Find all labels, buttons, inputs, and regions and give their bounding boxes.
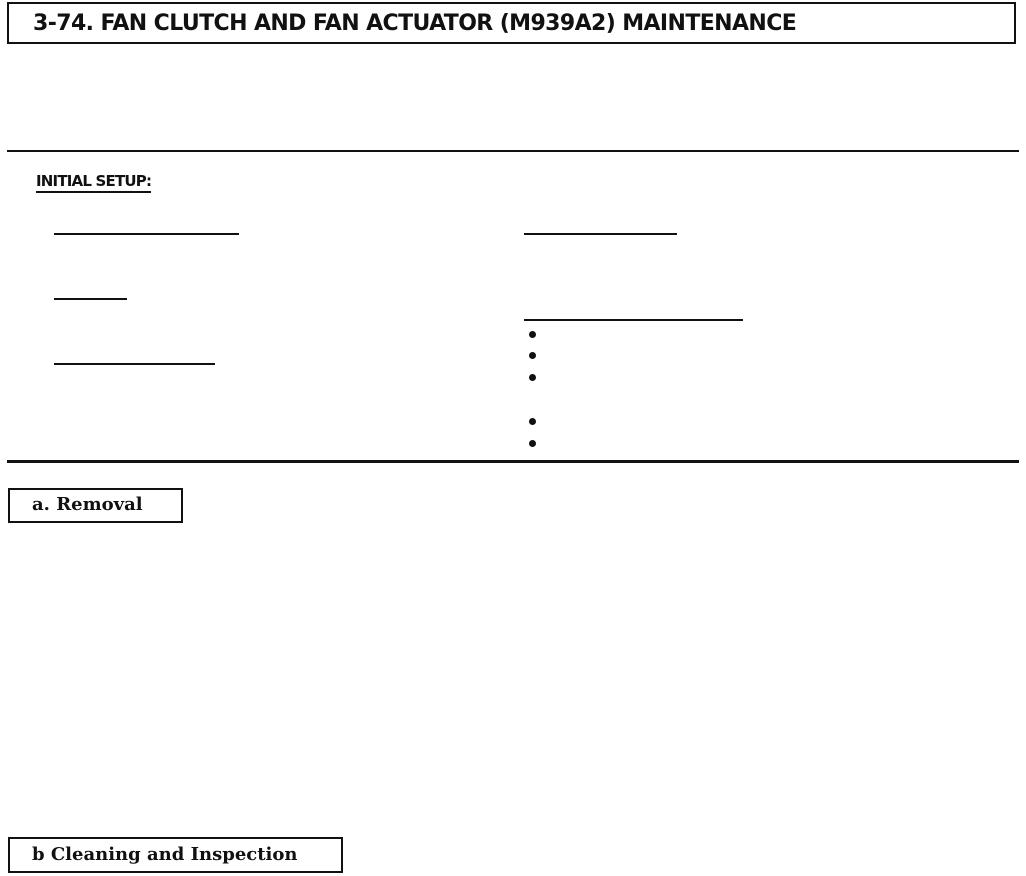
setup-left-line-3 bbox=[54, 363, 215, 365]
bullet-icon bbox=[529, 418, 536, 425]
setup-left-line-2 bbox=[54, 298, 127, 300]
bullet-icon bbox=[529, 352, 536, 359]
bullet-icon bbox=[529, 440, 536, 447]
setup-right-line-2 bbox=[524, 319, 743, 321]
cleaning-section-box bbox=[8, 837, 343, 873]
setup-bottom-rule bbox=[7, 460, 1019, 463]
section-title-box bbox=[7, 2, 1016, 44]
initial-setup-heading: INITIAL SETUP: bbox=[36, 172, 151, 193]
setup-left-line-1 bbox=[54, 233, 239, 235]
setup-right-line-1 bbox=[524, 233, 677, 235]
bullet-icon bbox=[529, 374, 536, 381]
setup-top-rule bbox=[7, 150, 1019, 152]
bullet-icon bbox=[529, 331, 536, 338]
removal-section-box bbox=[8, 488, 183, 523]
cleaning-section-label: b Cleaning and Inspection bbox=[32, 844, 298, 865]
removal-section-label: a. Removal bbox=[32, 494, 143, 515]
section-title: 3-74. FAN CLUTCH AND FAN ACTUATOR (M939A2) MAINTENANCE bbox=[33, 11, 797, 36]
